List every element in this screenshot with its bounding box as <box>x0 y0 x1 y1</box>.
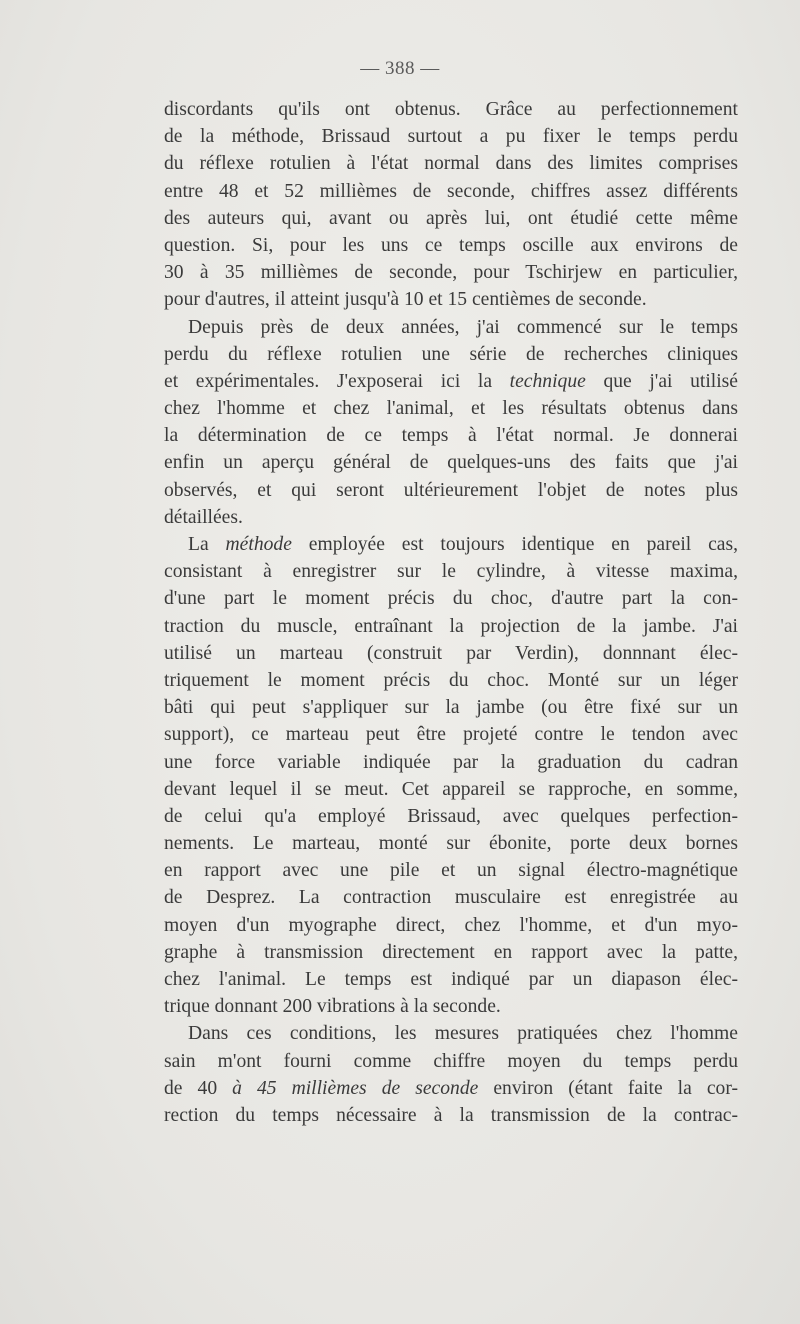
text-line: détaillées. <box>164 506 243 528</box>
text-line: entre 48 et 52 millièmes de seconde, chiffres assez différents <box>164 180 738 202</box>
text-line: 30 à 35 millièmes de seconde, pour Tschirjew en particulier, <box>164 262 738 284</box>
text-line: chez l'animal. Le temps est indiqué par un diapason élec- <box>164 969 738 990</box>
text-line: de 40 à 45 millièmes de seconde environ (étant faite la cor- <box>164 1077 738 1099</box>
body-text <box>164 96 738 1129</box>
text-line: enfin un aperçu général de quelques-uns des faits que j'ai <box>164 452 738 474</box>
text-line: Depuis près de deux années, j'ai commencé sur le temps <box>188 316 738 338</box>
text-line: une force variable indiquée par la graduation du cadran <box>164 751 738 773</box>
text-line: de la méthode, Brissaud surtout a pu fixer le temps perdu <box>164 126 738 148</box>
text-line: du réflexe rotulien à l'état normal dans des limites comprises <box>164 153 738 175</box>
text-line: devant lequel il se meut. Cet appareil se rapproche, en somme, <box>164 778 738 800</box>
text-line: nements. Le marteau, monté sur ébonite, porte deux bornes <box>164 833 738 855</box>
text-line: trique donnant 200 vibrations à la seconde. <box>164 996 501 1018</box>
text-line: observés, et qui seront ultérieurement l'objet de notes plus <box>164 479 738 501</box>
text-line: discordants qu'ils ont obtenus. Grâce au perfectionnement <box>164 99 738 120</box>
text-line: bâti qui peut s'appliquer sur la jambe (ou être fixé sur un <box>164 697 738 719</box>
text-line: support), ce marteau peut être projeté contre le tendon avec <box>164 724 738 746</box>
page-number: — 388 — <box>360 58 440 79</box>
text-line: traction du muscle, entraînant la projection de la jambe. J'ai <box>164 615 738 637</box>
text-line: utilisé un marteau (construit par Verdin), donnnant élec- <box>164 642 738 664</box>
text-line: des auteurs qui, avant ou après lui, ont étudié cette même <box>164 207 738 229</box>
text-line: et expérimentales. J'exposerai ici la technique que j'ai utilisé <box>164 370 738 392</box>
text-line: de Desprez. La contraction musculaire est enregistrée au <box>164 887 738 909</box>
text-line: La méthode employée est toujours identique en pareil cas, <box>188 534 738 555</box>
text-line: question. Si, pour les uns ce temps oscille aux environs de <box>164 234 738 256</box>
text-line: rection du temps nécessaire à la transmission de la contrac- <box>164 1104 738 1126</box>
text-line: moyen d'un myographe direct, chez l'homme, et d'un myo- <box>164 914 738 936</box>
text-line: de celui qu'a employé Brissaud, avec quelques perfection- <box>164 805 738 827</box>
text-line: la détermination de ce temps à l'état normal. Je donnerai <box>164 425 738 447</box>
text-line: consistant à enregistrer sur le cylindre, à vitesse maxima, <box>164 561 738 583</box>
text-line: en rapport avec une pile et un signal électro-magnétique <box>164 860 738 882</box>
text-line: sain m'ont fourni comme chiffre moyen du temps perdu <box>164 1050 738 1072</box>
text-line: Dans ces conditions, les mesures pratiquées chez l'homme <box>188 1023 738 1045</box>
text-line: pour d'autres, il atteint jusqu'à 10 et 15 centièmes de seconde. <box>164 289 647 311</box>
text-line: d'une part le moment précis du choc, d'autre part la con- <box>164 588 738 610</box>
text-line: perdu du réflexe rotulien une série de recherches cliniques <box>164 343 738 365</box>
text-line: graphe à transmission directement en rapport avec la patte, <box>164 941 738 963</box>
text-line: triquement le moment précis du choc. Monté sur un léger <box>164 669 738 691</box>
text-line: chez l'homme et chez l'animal, et les résultats obtenus dans <box>164 398 738 420</box>
